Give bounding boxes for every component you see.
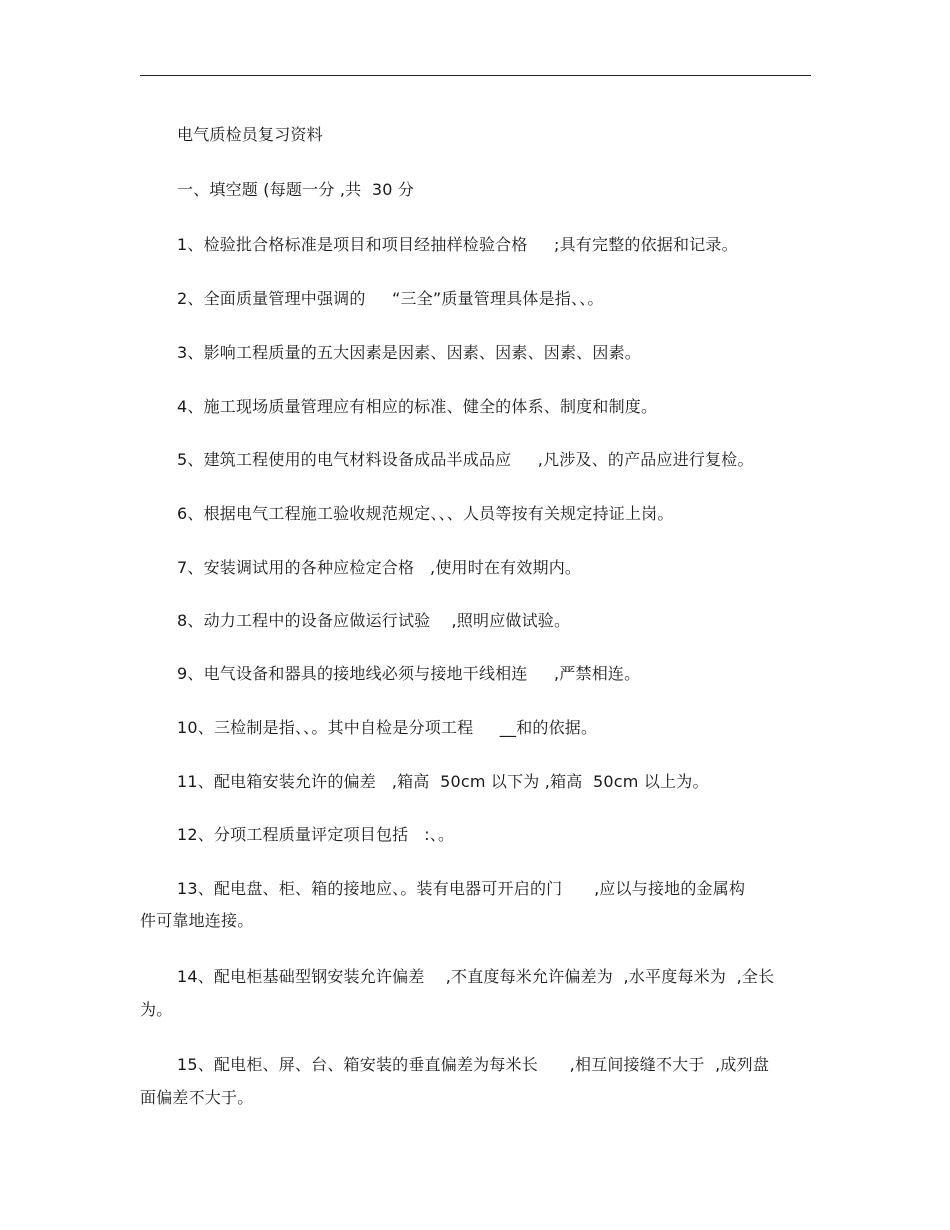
question-4: 4、施工现场质量管理应有相应的标准、健全的体系、制度和制度。 — [177, 397, 658, 416]
question-9: 9、电气设备和器具的接地线必须与接地干线相连 ,严禁相连。 — [177, 664, 641, 683]
question-14: 14、配电柜基础型钢安装允许偏差 ,不直度每米允许偏差为 ,水平度每米为 ,全长 — [177, 967, 775, 986]
question-13: 13、配电盘、柜、箱的接地应、。装有电器可开启的门 ,应以与接地的金属构 — [177, 879, 746, 898]
question-7: 7、安装调试用的各种应检定合格 ,使用时在有效期内。 — [177, 558, 582, 577]
question-1: 1、检验批合格标准是项目和项目经抽样检验合格 ;具有完整的依据和记录。 — [177, 235, 738, 254]
section-heading: 一、填空题 (每题一分 ,共 30 分 — [177, 180, 415, 199]
question-6: 6、根据电气工程施工验收规范规定、、、人员等按有关规定持证上岗。 — [177, 504, 674, 523]
question-13-continued: 件可靠地连接。 — [140, 911, 254, 930]
question-8: 8、动力工程中的设备应做运行试验 ,照明应做试验。 — [177, 611, 571, 630]
question-10: 10、三检制是指、、。其中自检是分项工程 __和的依据。 — [177, 718, 598, 737]
question-15-continued: 面偏差不大于。 — [140, 1088, 254, 1107]
question-15: 15、配电柜、屏、台、箱安装的垂直偏差为每米长 ,相互间接缝不大于 ,成列盘 — [177, 1055, 770, 1074]
question-2: 2、全面质量管理中强调的 “三全”质量管理具体是指、、。 — [177, 289, 604, 308]
header-rule — [140, 75, 811, 76]
question-5: 5、建筑工程使用的电气材料设备成品半成品应 ,凡涉及、的产品应进行复检。 — [177, 450, 754, 469]
question-14-continued: 为。 — [140, 1000, 173, 1019]
question-3: 3、影响工程质量的五大因素是因素、因素、因素、因素、因素。 — [177, 343, 641, 362]
question-12: 12、分项工程质量评定项目包括 :、。 — [177, 825, 455, 844]
question-11: 11、配电箱安装允许的偏差 ,箱高 50cm 以下为 ,箱高 50cm 以上为。 — [177, 772, 709, 791]
document-title: 电气质检员复习资料 — [177, 125, 323, 144]
